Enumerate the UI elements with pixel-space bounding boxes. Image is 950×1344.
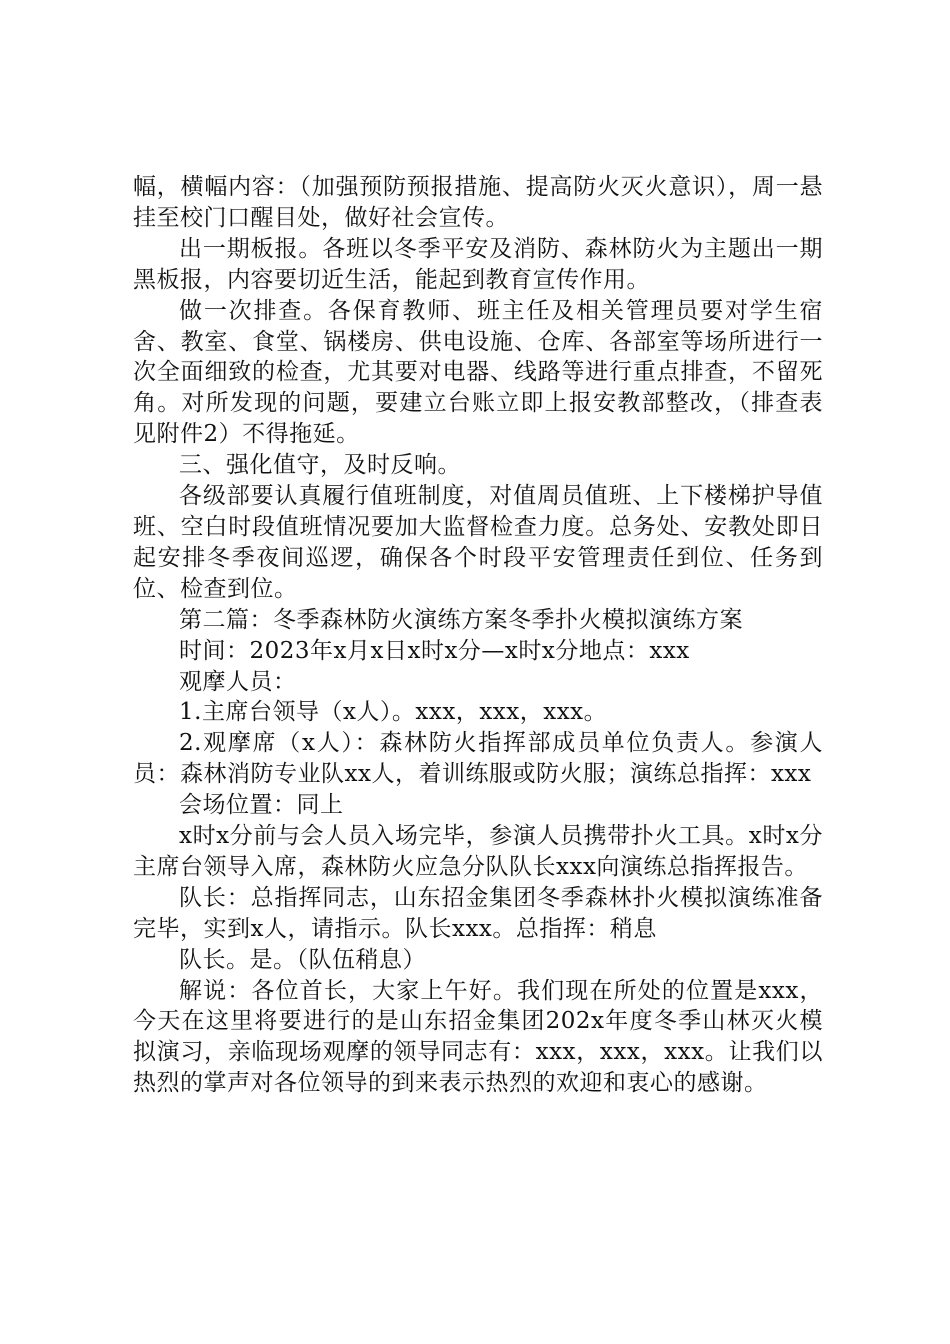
chapter-title: 第二篇：冬季森林防火演练方案冬季扑火模拟演练方案 (179, 606, 743, 633)
paragraph-observer-seats: 2.观摩席（x人）：森林防火指挥部成员单位负责人。参演人员：森林消防专业队xx人，着训练服或防火服；演练总指挥：xxx (133, 730, 823, 788)
paragraph-entry: x时x分前与会人员入场完毕，参演人员携带扑火工具。x时x分主席台领导入席，森林防火应急分队队长xxx向演练总指挥报告。 (133, 823, 823, 880)
paragraph-inspection: 做一次排查。各保育教师、班主任及相关管理员要对学生宿舍、教室、食堂、锅楼房、供电设施、仓库、各部室等场所进行一次全面细致的检查，尤其要对电器、线路等进行重点排查，不留死角。对所发现的问题，要建立台账立即上报安教部整改，（排查表见附件2）不得拖延。 (133, 297, 823, 448)
paragraph-blackboard: 出一期板报。各班以冬季平安及消防、森林防火为主题出一期黑板报，内容要切近生活，能起到教育宣传作用。 (133, 235, 823, 293)
paragraph-captain-response: 队长。是。（队伍稍息） (179, 946, 426, 973)
paragraph-time-place: 时间：2023年x月x日x时x分—x时x分地点：xxx (179, 637, 690, 664)
paragraph-captain-report: 队长：总指挥同志，山东招金集团冬季森林扑火模拟演练准备完毕，实到x人，请指示。队长xxx。总指挥：稍息 (133, 884, 823, 942)
paragraph-duty: 各级部要认真履行值班制度，对值周员值班、上下楼梯护导值班、空白时段值班情况要加大监督检查力度。总务处、安教处即日起安排冬季夜间巡逻，确保各个时段平安管理责任到位、任务到位、检查到位。 (133, 483, 823, 602)
paragraph-observers-label: 观摩人员： (179, 668, 297, 695)
document-body (133, 172, 823, 1099)
paragraph-commentary: 解说：各位首长，大家上午好。我们现在所处的位置是xxx，今天在这里将要进行的是山东招金集团202x年度冬季山林灭火模拟演习，亲临现场观摩的领导同志有：xxx，xxx，xxx。让我们以热烈的掌声对各位领导的到来表示热烈的欢迎和衷心的感谢。 (133, 977, 823, 1097)
paragraph-venue: 会场位置：同上 (179, 792, 344, 819)
paragraph-podium-leaders: 1.主席台领导（x人）。xxx，xxx，xxx。 (179, 699, 608, 726)
section-heading-duty: 三、强化值守，及时反响。 (179, 452, 461, 479)
paragraph-banner: 幅，横幅内容：（加强预防预报措施、提高防火灭火意识），周一悬挂至校门口醒目处，做好社会宣传。 (133, 174, 823, 231)
